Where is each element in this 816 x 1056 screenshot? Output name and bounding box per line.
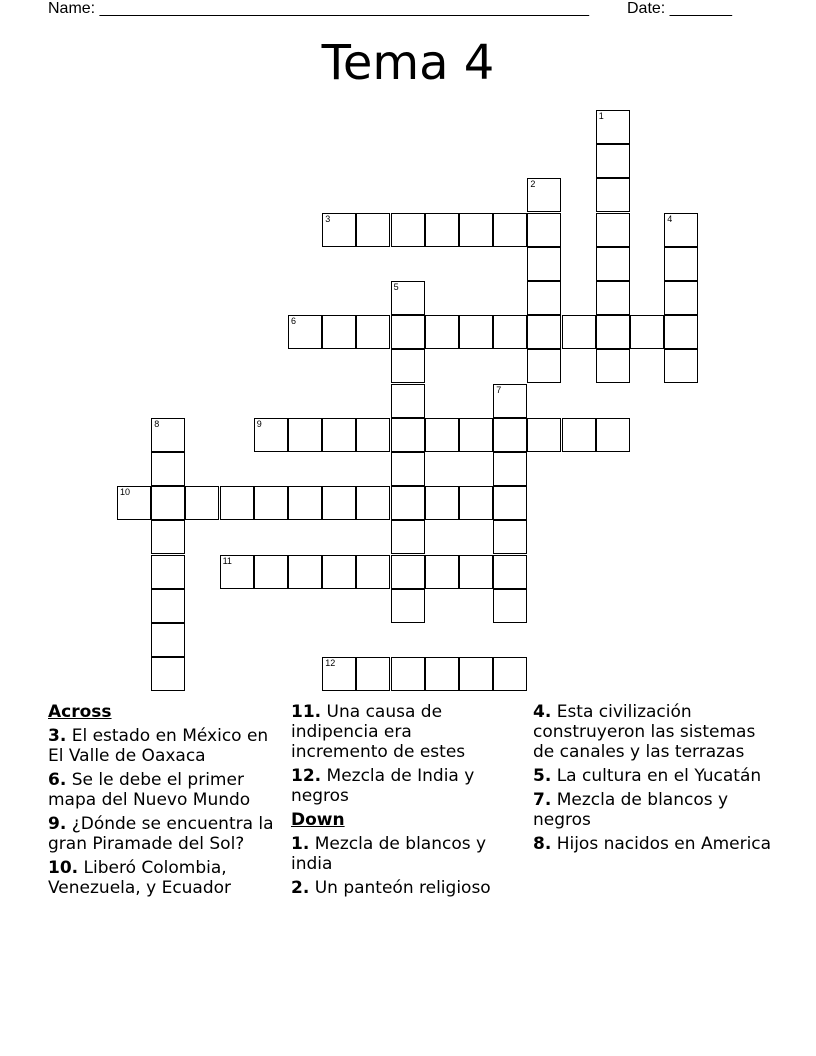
grid-cell[interactable] (493, 384, 527, 418)
grid-cell[interactable] (322, 213, 356, 247)
grid-cell[interactable] (391, 349, 425, 383)
grid-cell[interactable] (527, 349, 561, 383)
grid-cell[interactable] (493, 657, 527, 691)
grid-cell[interactable] (185, 486, 219, 520)
grid-cell[interactable] (596, 315, 630, 349)
cell-number: 2 (530, 179, 536, 190)
clue-text: Una causa de indipencia era incremento de estes (291, 702, 466, 762)
clue-across-11 (291, 702, 511, 762)
cell-number: 8 (154, 418, 160, 429)
grid-cell[interactable] (391, 555, 425, 589)
cell-number: 9 (256, 418, 262, 429)
clue-text: Esta civilización construyeron las sistemas de canales y las terrazas (533, 702, 756, 762)
clue-text: La cultura en el Yucatán (556, 766, 762, 786)
grid-cell[interactable] (356, 418, 390, 452)
clue-text: Mezcla de India y negros (291, 766, 475, 806)
clues-column-2 (291, 702, 511, 902)
clue-across-10 (48, 858, 288, 898)
grid-cell[interactable] (391, 486, 425, 520)
grid-cell[interactable] (322, 657, 356, 691)
grid-cell[interactable] (288, 555, 322, 589)
clue-number: 2. (291, 878, 310, 898)
grid-cell[interactable] (596, 418, 630, 452)
clues-column-3 (533, 702, 778, 858)
clue-number: 12. (291, 766, 322, 786)
grid-cell[interactable] (356, 555, 390, 589)
grid-cell[interactable] (151, 657, 185, 691)
grid-cell[interactable] (596, 349, 630, 383)
name-field[interactable]: Name: _______________________________________________________ (48, 0, 589, 17)
clue-number: 11. (291, 702, 322, 722)
grid-cell[interactable] (151, 486, 185, 520)
grid-cell[interactable] (493, 486, 527, 520)
clue-text: Mezcla de blancos y india (291, 834, 487, 874)
grid-cell[interactable] (596, 247, 630, 281)
across-heading: Across (48, 702, 112, 722)
clue-number: 3. (48, 726, 67, 746)
grid-cell[interactable] (527, 418, 561, 452)
grid-cell[interactable] (493, 520, 527, 554)
grid-cell[interactable] (596, 213, 630, 247)
grid-cell[interactable] (288, 418, 322, 452)
grid-cell[interactable] (391, 589, 425, 623)
grid-cell[interactable] (664, 315, 698, 349)
grid-cell[interactable] (527, 315, 561, 349)
grid-cell[interactable] (425, 555, 459, 589)
grid-cell[interactable] (425, 486, 459, 520)
clue-down-2 (291, 878, 511, 898)
clue-text: Se le debe el primer mapa del Nuevo Mundo (48, 770, 251, 810)
grid-cell[interactable] (425, 315, 459, 349)
clue-number: 1. (291, 834, 310, 854)
grid-cell[interactable] (391, 657, 425, 691)
page-title: Tema 4 (321, 35, 495, 91)
grid-cell[interactable] (527, 213, 561, 247)
cell-number: 5 (393, 282, 399, 292)
grid-cell[interactable] (527, 178, 561, 212)
grid-cell[interactable] (151, 452, 185, 486)
grid-cell[interactable] (391, 213, 425, 247)
grid-cell[interactable] (391, 418, 425, 452)
clue-text: Mezcla de blancos y negros (533, 790, 729, 830)
clue-across-12 (291, 766, 511, 806)
grid-cell[interactable] (664, 247, 698, 281)
clue-across-6 (48, 770, 288, 810)
down-heading: Down (291, 810, 345, 830)
cell-number: 12 (325, 658, 336, 669)
clue-number: 4. (533, 702, 552, 722)
grid-cell[interactable] (391, 520, 425, 554)
grid-cell[interactable] (391, 315, 425, 349)
clue-text: El estado en México en El Valle de Oaxaca (48, 726, 269, 766)
grid-cell[interactable] (356, 213, 390, 247)
clue-text: Hijos nacidos en America (556, 834, 772, 854)
clue-down-4 (533, 702, 778, 762)
grid-cell[interactable] (493, 589, 527, 623)
grid-cell[interactable] (254, 486, 288, 520)
grid-cell[interactable] (459, 657, 493, 691)
grid-cell[interactable] (391, 281, 425, 315)
grid-cell[interactable] (356, 657, 390, 691)
clue-number: 9. (48, 814, 67, 834)
clue-text: Un panteón religioso (314, 878, 491, 898)
grid-cell[interactable] (322, 315, 356, 349)
clue-number: 6. (48, 770, 67, 790)
grid-cell[interactable] (493, 555, 527, 589)
grid-cell[interactable] (322, 486, 356, 520)
grid-cell[interactable] (356, 315, 390, 349)
grid-cell[interactable] (356, 486, 390, 520)
grid-cell[interactable] (288, 315, 322, 349)
clue-down-8 (533, 834, 778, 854)
cell-number: 4 (667, 213, 673, 224)
grid-cell[interactable] (425, 418, 459, 452)
grid-cell[interactable] (527, 247, 561, 281)
clue-number: 5. (533, 766, 552, 786)
grid-cell[interactable] (664, 281, 698, 315)
grid-cell[interactable] (596, 178, 630, 212)
grid-cell[interactable] (459, 213, 493, 247)
grid-cell[interactable] (151, 555, 185, 589)
clue-down-7 (533, 790, 778, 830)
grid-cell[interactable] (220, 555, 254, 589)
grid-cell[interactable] (391, 452, 425, 486)
date-field[interactable]: Date: _______ (627, 0, 732, 17)
clue-across-9 (48, 814, 288, 854)
grid-cell[interactable] (151, 623, 185, 657)
clue-down-1 (291, 834, 511, 874)
grid-cell[interactable] (562, 315, 596, 349)
clue-number: 7. (533, 790, 552, 810)
grid-cell[interactable] (493, 315, 527, 349)
grid-cell[interactable] (425, 213, 459, 247)
grid-cell[interactable] (493, 452, 527, 486)
grid-cell[interactable] (459, 315, 493, 349)
clue-number: 10. (48, 858, 79, 878)
clue-down-5 (533, 766, 778, 786)
clue-text: Liberó Colombia, Venezuela, y Ecuador (48, 858, 232, 898)
grid-cell[interactable] (596, 281, 630, 315)
grid-cell[interactable] (220, 486, 254, 520)
grid-cell[interactable] (493, 213, 527, 247)
grid-cell[interactable] (322, 418, 356, 452)
cell-number: 10 (120, 487, 131, 498)
clue-number: 8. (533, 834, 552, 854)
grid-cell[interactable] (288, 486, 322, 520)
grid-cell[interactable] (459, 555, 493, 589)
grid-cell[interactable] (596, 144, 630, 178)
grid-cell[interactable] (254, 555, 288, 589)
grid-cell[interactable] (151, 589, 185, 623)
clues-column-1 (48, 702, 288, 902)
grid-cell[interactable] (664, 349, 698, 383)
grid-cell[interactable] (459, 418, 493, 452)
cell-number: 3 (325, 213, 331, 224)
grid-cell[interactable] (425, 657, 459, 691)
grid-cell[interactable] (117, 486, 151, 520)
cell-number: 1 (598, 111, 604, 121)
grid-cell[interactable] (527, 281, 561, 315)
grid-cell[interactable] (630, 315, 664, 349)
cell-number: 11 (222, 555, 232, 566)
grid-cell[interactable] (664, 213, 698, 247)
cell-number: 6 (291, 316, 297, 327)
grid-cell[interactable] (254, 418, 288, 452)
grid-cell[interactable] (459, 486, 493, 520)
grid-cell[interactable] (391, 384, 425, 418)
grid-cell[interactable] (562, 418, 596, 452)
grid-cell[interactable] (151, 418, 185, 452)
grid-cell[interactable] (322, 555, 356, 589)
grid-cell[interactable] (493, 418, 527, 452)
cell-number: 7 (496, 384, 502, 395)
clue-text: ¿Dónde se encuentra la gran Piramade del Sol? (48, 814, 274, 854)
clue-across-3 (48, 726, 288, 766)
grid-cell[interactable] (151, 520, 185, 554)
grid-cell[interactable] (596, 110, 630, 144)
